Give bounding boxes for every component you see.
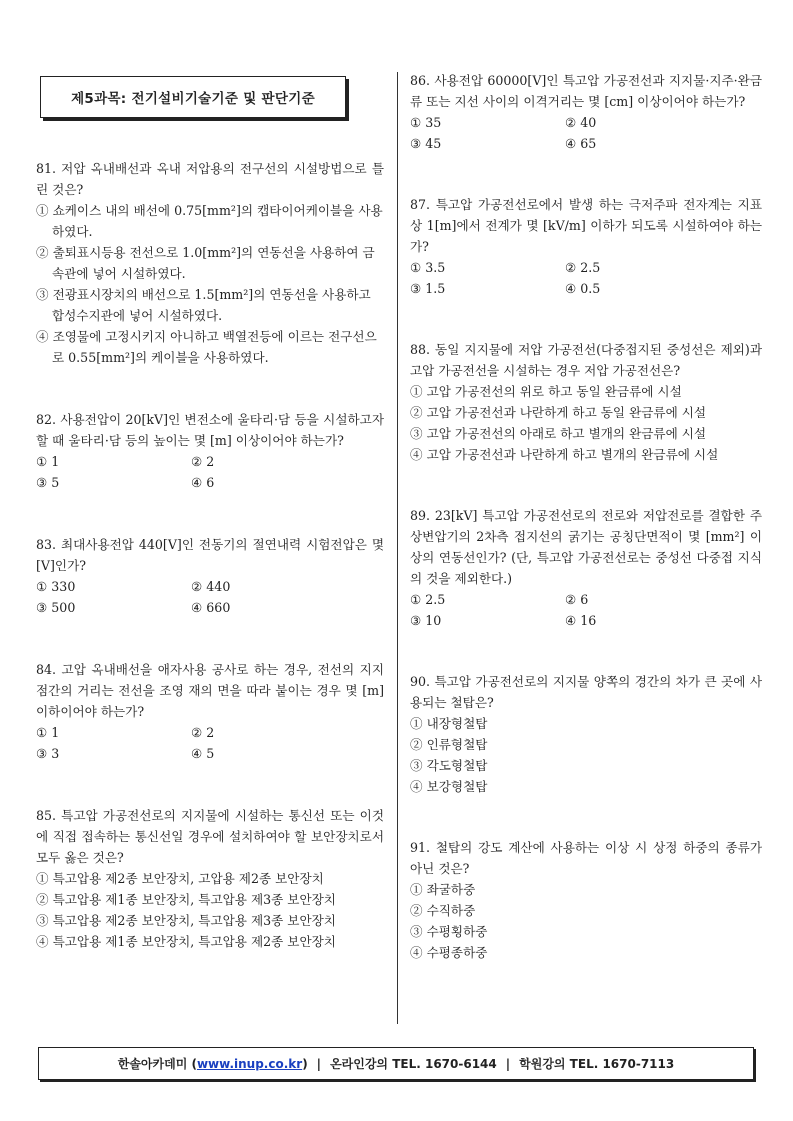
- question-stem: 87. 특고압 가공전선로에서 발생 하는 극저주파 전자계는 지표상 1[m]에서 전계가 몇 [kV/m] 이하가 되도록 시설하여야 하는가?: [410, 197, 762, 254]
- question-84: [36, 659, 384, 764]
- question-stem: 89. 23[kV] 특고압 가공전선로의 전로와 저압전로를 결합한 주상변압기의 2차측 접지선의 굵기는 공칭단면적이 몇 [mm²] 이상의 연동선인가? (단, 특고압 가공전선로는 중성선 다중접 지식의 것을 제외한다.): [410, 508, 762, 586]
- option-1: ① 1: [36, 454, 60, 469]
- option-3: ③ 전광표시장치의 배선으로 1.5[mm²]의 연동선을 사용하고 합성수지관에 넣어 시설하였다.: [36, 287, 371, 323]
- option-2: ② 2: [191, 725, 215, 740]
- option-4: ④ 5: [191, 746, 215, 761]
- option-2: ② 특고압용 제1종 보안장치, 특고압용 제3종 보안장치: [36, 892, 336, 907]
- option-2: ② 2.5: [565, 260, 601, 275]
- right-column: [410, 70, 762, 963]
- footer-online-tel: 온라인강의 TEL. 1670-6144: [330, 1057, 497, 1071]
- question-90: [410, 671, 762, 797]
- question-stem: 82. 사용전압이 20[kV]인 변전소에 울타리·담 등을 시설하고자 할 때 울타리·담 등의 높이는 몇 [m] 이상이어야 하는가?: [36, 412, 384, 448]
- option-3: ③ 각도형철탑: [410, 758, 488, 773]
- option-2: ② 440: [191, 579, 231, 594]
- footer-paren-close: ): [302, 1056, 308, 1071]
- option-2: ② 2: [191, 454, 215, 469]
- option-4: ④ 0.5: [565, 281, 601, 296]
- option-1: ① 내장형철탑: [410, 716, 488, 731]
- option-1: ① 35: [410, 115, 442, 130]
- option-1: ① 3.5: [410, 260, 446, 275]
- option-4: ④ 660: [191, 600, 231, 615]
- option-4: ④ 6: [191, 475, 215, 490]
- option-1: ① 특고압용 제2종 보안장치, 고압용 제2종 보안장치: [36, 871, 324, 886]
- footer-separator: |: [316, 1056, 322, 1071]
- option-2: ② 출퇴표시등용 전선으로 1.0[mm²]의 연동선을 사용하여 금속관에 넣어 시설하였다.: [36, 245, 375, 281]
- option-2: ② 40: [565, 115, 597, 130]
- question-stem: 83. 최대사용전압 440[V]인 전동기의 절연내력 시험전압은 몇 [V]인가?: [36, 537, 384, 573]
- option-3: ③ 고압 가공전선의 아래로 하고 별개의 완금류에 시설: [410, 426, 707, 441]
- question-88: [410, 339, 762, 465]
- question-stem: 85. 특고압 가공전선로의 지지물에 시설하는 통신선 또는 이것에 직접 접속하는 통신선일 경우에 설치하여야 할 보안장치로서 모두 옳은 것은?: [36, 808, 384, 865]
- question-82: [36, 409, 384, 493]
- options-grid: [410, 257, 762, 299]
- question-87: [410, 194, 762, 299]
- options-grid: [36, 722, 384, 764]
- option-3: ③ 수평횡하중: [410, 924, 488, 939]
- footer-offline-tel: 학원강의 TEL. 1670-7113: [519, 1057, 675, 1071]
- question-stem: 88. 동일 지지물에 저압 가공전선(다중접지된 중성선은 제외)과 고압 가공전선을 시설하는 경우 저압 가공전선은?: [410, 342, 762, 378]
- option-4: ④ 65: [565, 136, 597, 151]
- option-1: ① 쇼케이스 내의 배선에 0.75[mm²]의 캡타이어케이블을 사용하였다.: [36, 203, 383, 239]
- option-3: ③ 45: [410, 136, 442, 151]
- question-91: [410, 837, 762, 963]
- question-81: [36, 158, 384, 368]
- options-grid: [410, 589, 762, 631]
- question-stem: 91. 철탑의 강도 계산에 사용하는 이상 시 상정 하중의 종류가 아닌 것은?: [410, 840, 762, 876]
- option-1: ① 2.5: [410, 592, 446, 607]
- question-stem: 84. 고압 옥내배선을 애자사용 공사로 하는 경우, 전선의 지지점간의 거리는 전선을 조영 재의 면을 따라 붙이는 경우 몇 [m] 이하이어야 하는가?: [36, 662, 384, 719]
- option-4: ④ 수평종하중: [410, 945, 488, 960]
- option-2: ② 수직하중: [410, 903, 476, 918]
- option-3: ③ 5: [36, 475, 60, 490]
- column-divider: [397, 72, 398, 1024]
- question-85: [36, 805, 384, 952]
- footer-separator: |: [505, 1056, 511, 1071]
- question-83: [36, 534, 384, 618]
- option-4: ④ 고압 가공전선과 나란하게 하고 별개의 완금류에 시설: [410, 447, 719, 462]
- question-86: [410, 70, 762, 154]
- options-grid: [36, 451, 384, 493]
- subject-title: 제5과목: 전기설비기술기준 및 판단기준: [40, 76, 346, 118]
- footer-contact-box: [38, 1047, 754, 1080]
- left-column: [36, 70, 384, 952]
- options-grid: [410, 112, 762, 154]
- option-3: ③ 500: [36, 600, 76, 615]
- option-2: ② 고압 가공전선과 나란하게 하고 동일 완금류에 시설: [410, 405, 707, 420]
- option-1: ① 좌굴하중: [410, 882, 476, 897]
- option-4: ④ 특고압용 제1종 보안장치, 특고압용 제2종 보안장치: [36, 934, 336, 949]
- question-stem: 90. 특고압 가공전선로의 지지물 양쪽의 경간의 차가 큰 곳에 사용되는 철탑은?: [410, 674, 762, 710]
- question-stem: 81. 저압 옥내배선과 옥내 저압용의 전구선의 시설방법으로 틀린 것은?: [36, 161, 384, 197]
- footer-website-link[interactable]: www.inup.co.kr: [196, 1056, 303, 1071]
- option-3: ③ 1.5: [410, 281, 446, 296]
- question-89: [410, 505, 762, 631]
- option-4: ④ 16: [565, 613, 597, 628]
- option-2: ② 6: [565, 592, 589, 607]
- option-1: ① 1: [36, 725, 60, 740]
- option-1: ① 330: [36, 579, 76, 594]
- option-4: ④ 조영물에 고정시키지 아니하고 백열전등에 이르는 전구선으로 0.55[mm²]의 케이블을 사용하였다.: [36, 329, 377, 365]
- option-3: ③ 3: [36, 746, 60, 761]
- footer-academy: 한솔아카데미 (: [117, 1057, 197, 1071]
- option-2: ② 인류형철탑: [410, 737, 488, 752]
- option-1: ① 고압 가공전선의 위로 하고 동일 완금류에 시설: [410, 384, 682, 399]
- question-stem: 86. 사용전압 60000[V]인 특고압 가공전선과 지지물·지주·완금류 또는 지선 사이의 이격거리는 몇 [cm] 이상이어야 하는가?: [410, 73, 762, 109]
- option-4: ④ 보강형철탑: [410, 779, 488, 794]
- options-grid: [36, 576, 384, 618]
- option-3: ③ 특고압용 제2종 보안장치, 특고압용 제3종 보안장치: [36, 913, 336, 928]
- option-3: ③ 10: [410, 613, 442, 628]
